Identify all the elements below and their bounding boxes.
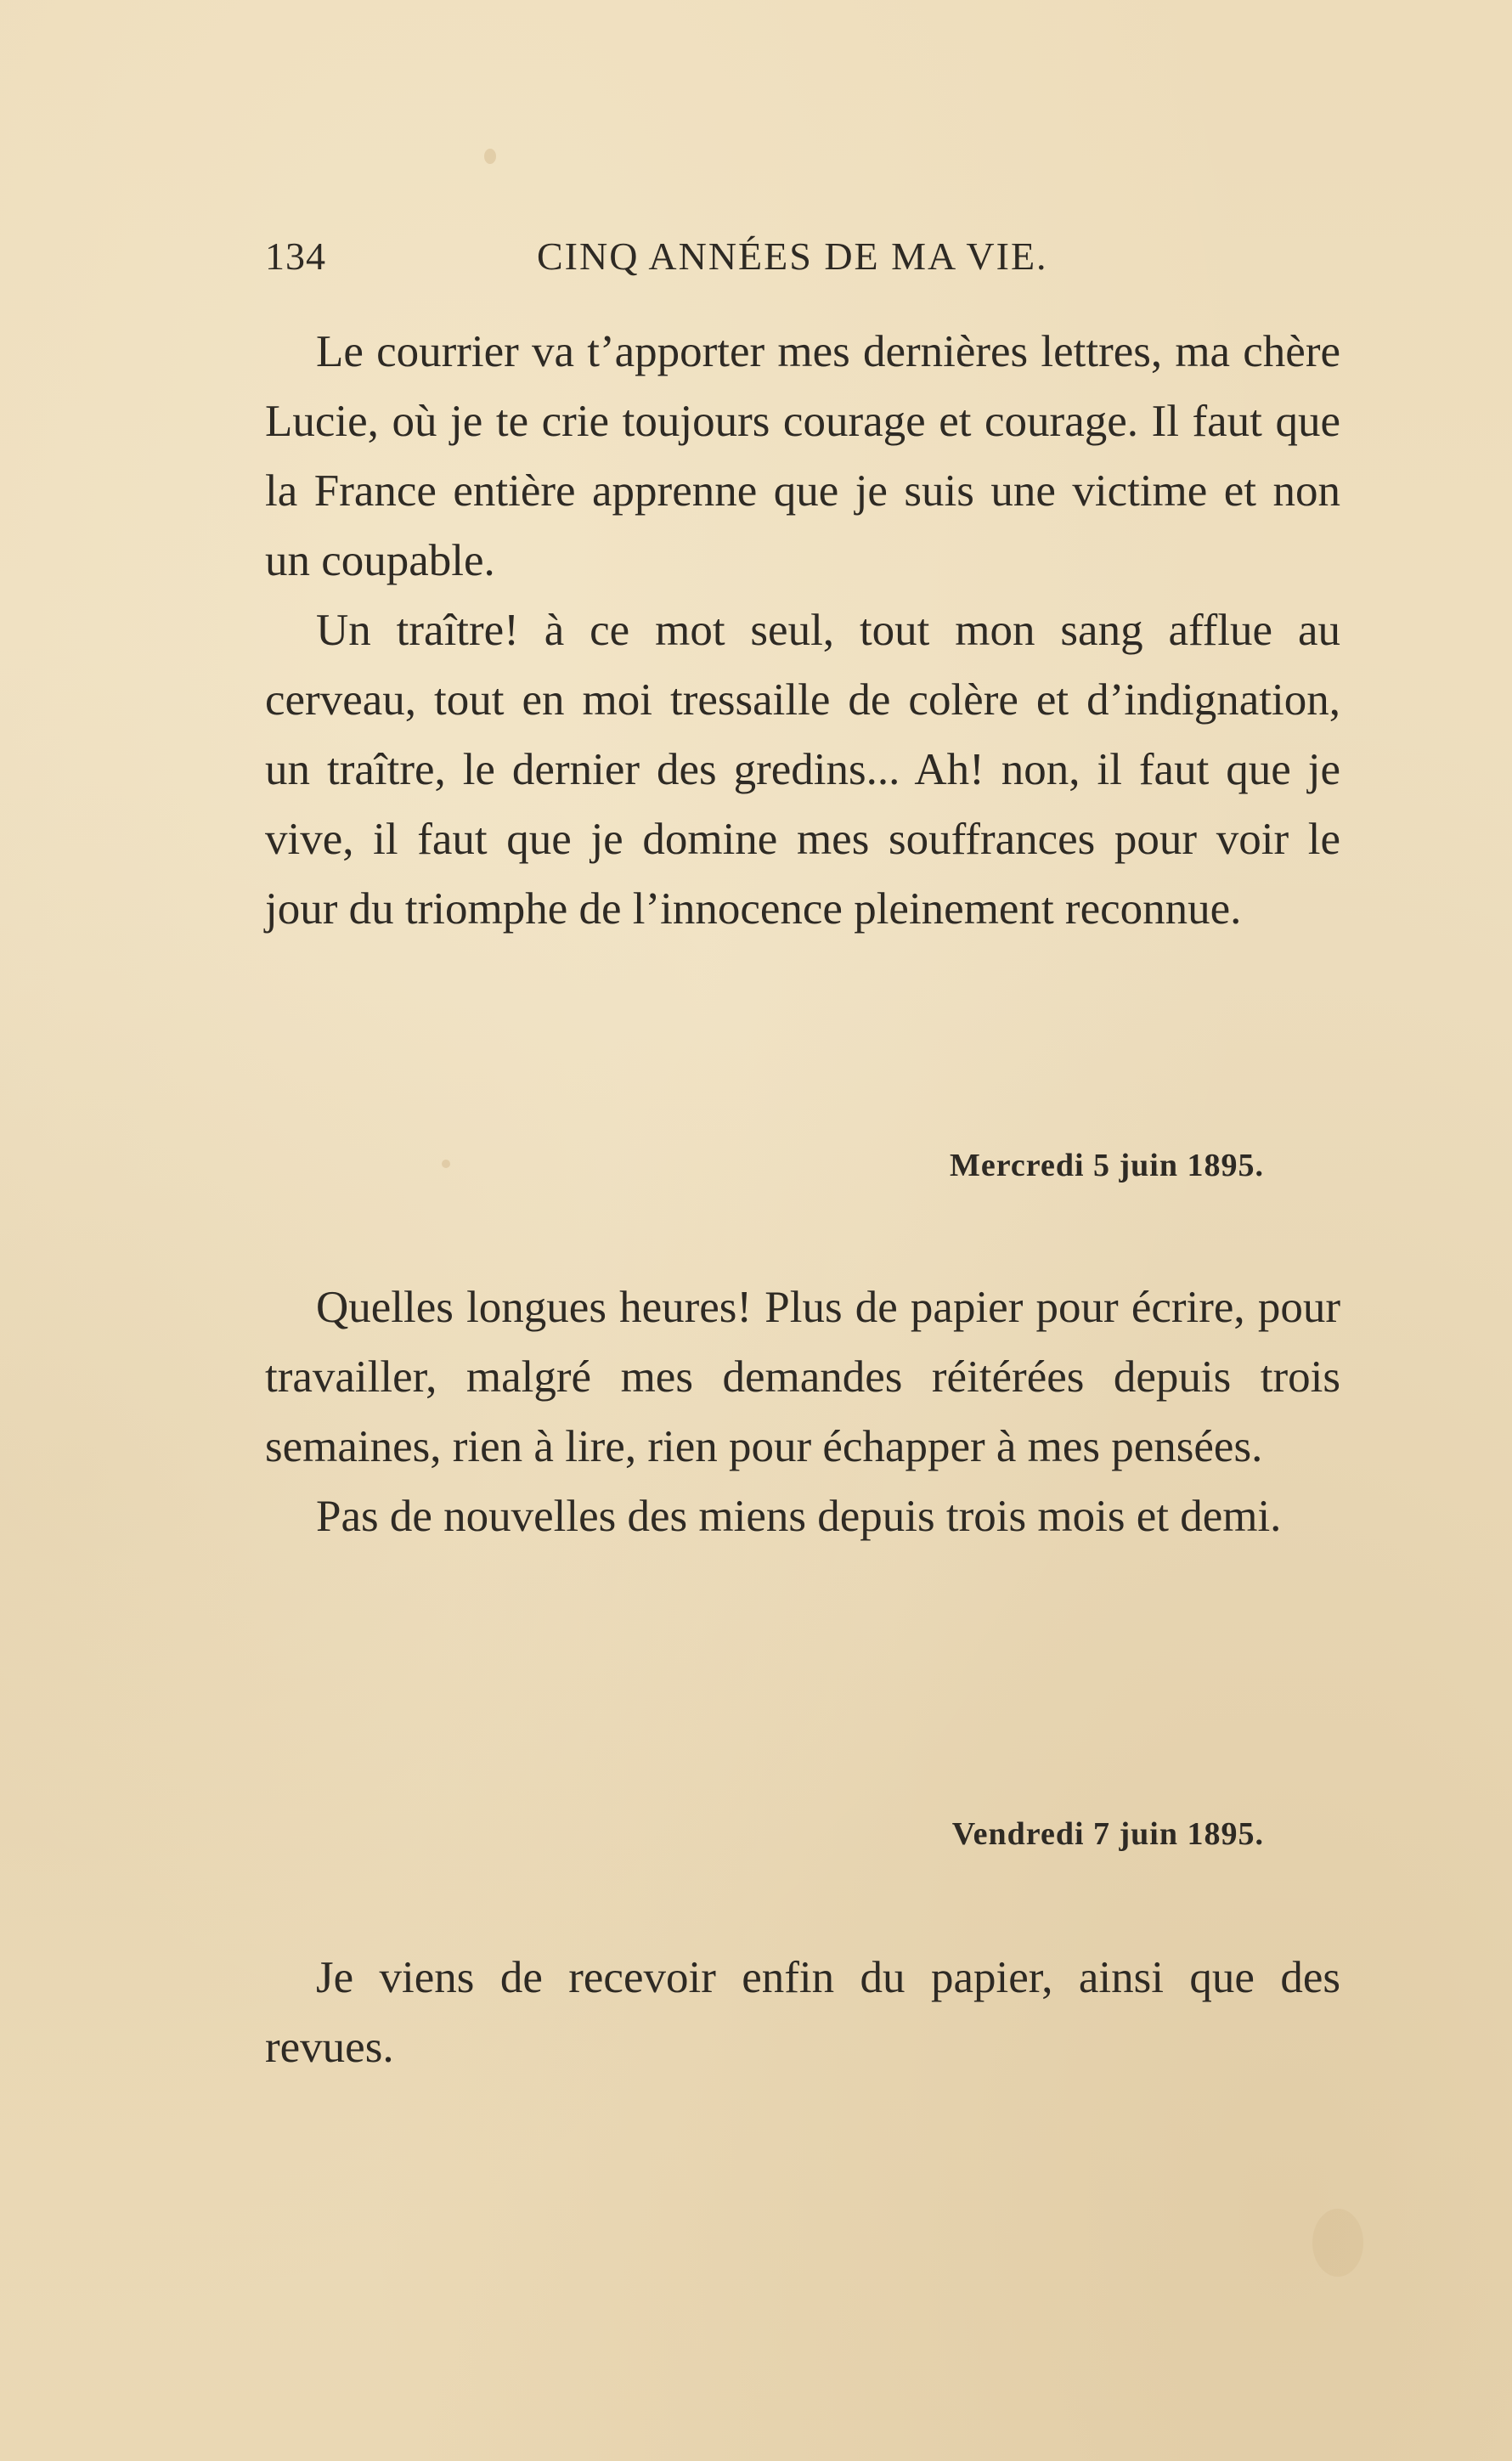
paragraph: Pas de nouvelles des miens depuis trois mois et demi. — [316, 1492, 1282, 1541]
diary-entry — [265, 1943, 1340, 2082]
paragraph: Le courrier va t’apporter mes dernières lettres, ma chère Lucie, où je te crie toujours courage et courage. Il faut que la France entière apprenne que je suis une victime et non un coupable. — [265, 327, 1340, 585]
paragraph: Je viens de recevoir enfin du papier, ainsi que des revues. — [265, 1953, 1340, 2072]
paper-stain — [484, 149, 496, 164]
running-head — [265, 234, 1340, 285]
entry-date: Vendredi 7 juin 1895. — [951, 1816, 1264, 1852]
diary-entry — [265, 1273, 1340, 1551]
running-title: CINQ ANNÉES DE MA VIE. — [537, 234, 1048, 278]
paragraph: Quelles longues heures! Plus de papier pour écrire, pour travailler, malgré mes demandes réitérées depuis trois semaines, rien à lire, rien pour échapper à mes pensées. — [265, 1283, 1340, 1471]
paragraph: Un traître! à ce mot seul, tout mon sang afflue au cerveau, tout en moi tressaille de colère et d’indignation, un traître, le dernier des gredins... Ah! non, il faut que je vive, il faut que je domine mes souffrances pour voir le jour du triomphe de l’innocence pleinement reconnue. — [265, 606, 1340, 934]
paper-stain — [442, 1160, 450, 1168]
entry-date: Mercredi 5 juin 1895. — [950, 1148, 1264, 1183]
entry-continuation — [265, 317, 1340, 944]
paper-stain — [1312, 2209, 1363, 2277]
page-number: 134 — [265, 234, 326, 278]
